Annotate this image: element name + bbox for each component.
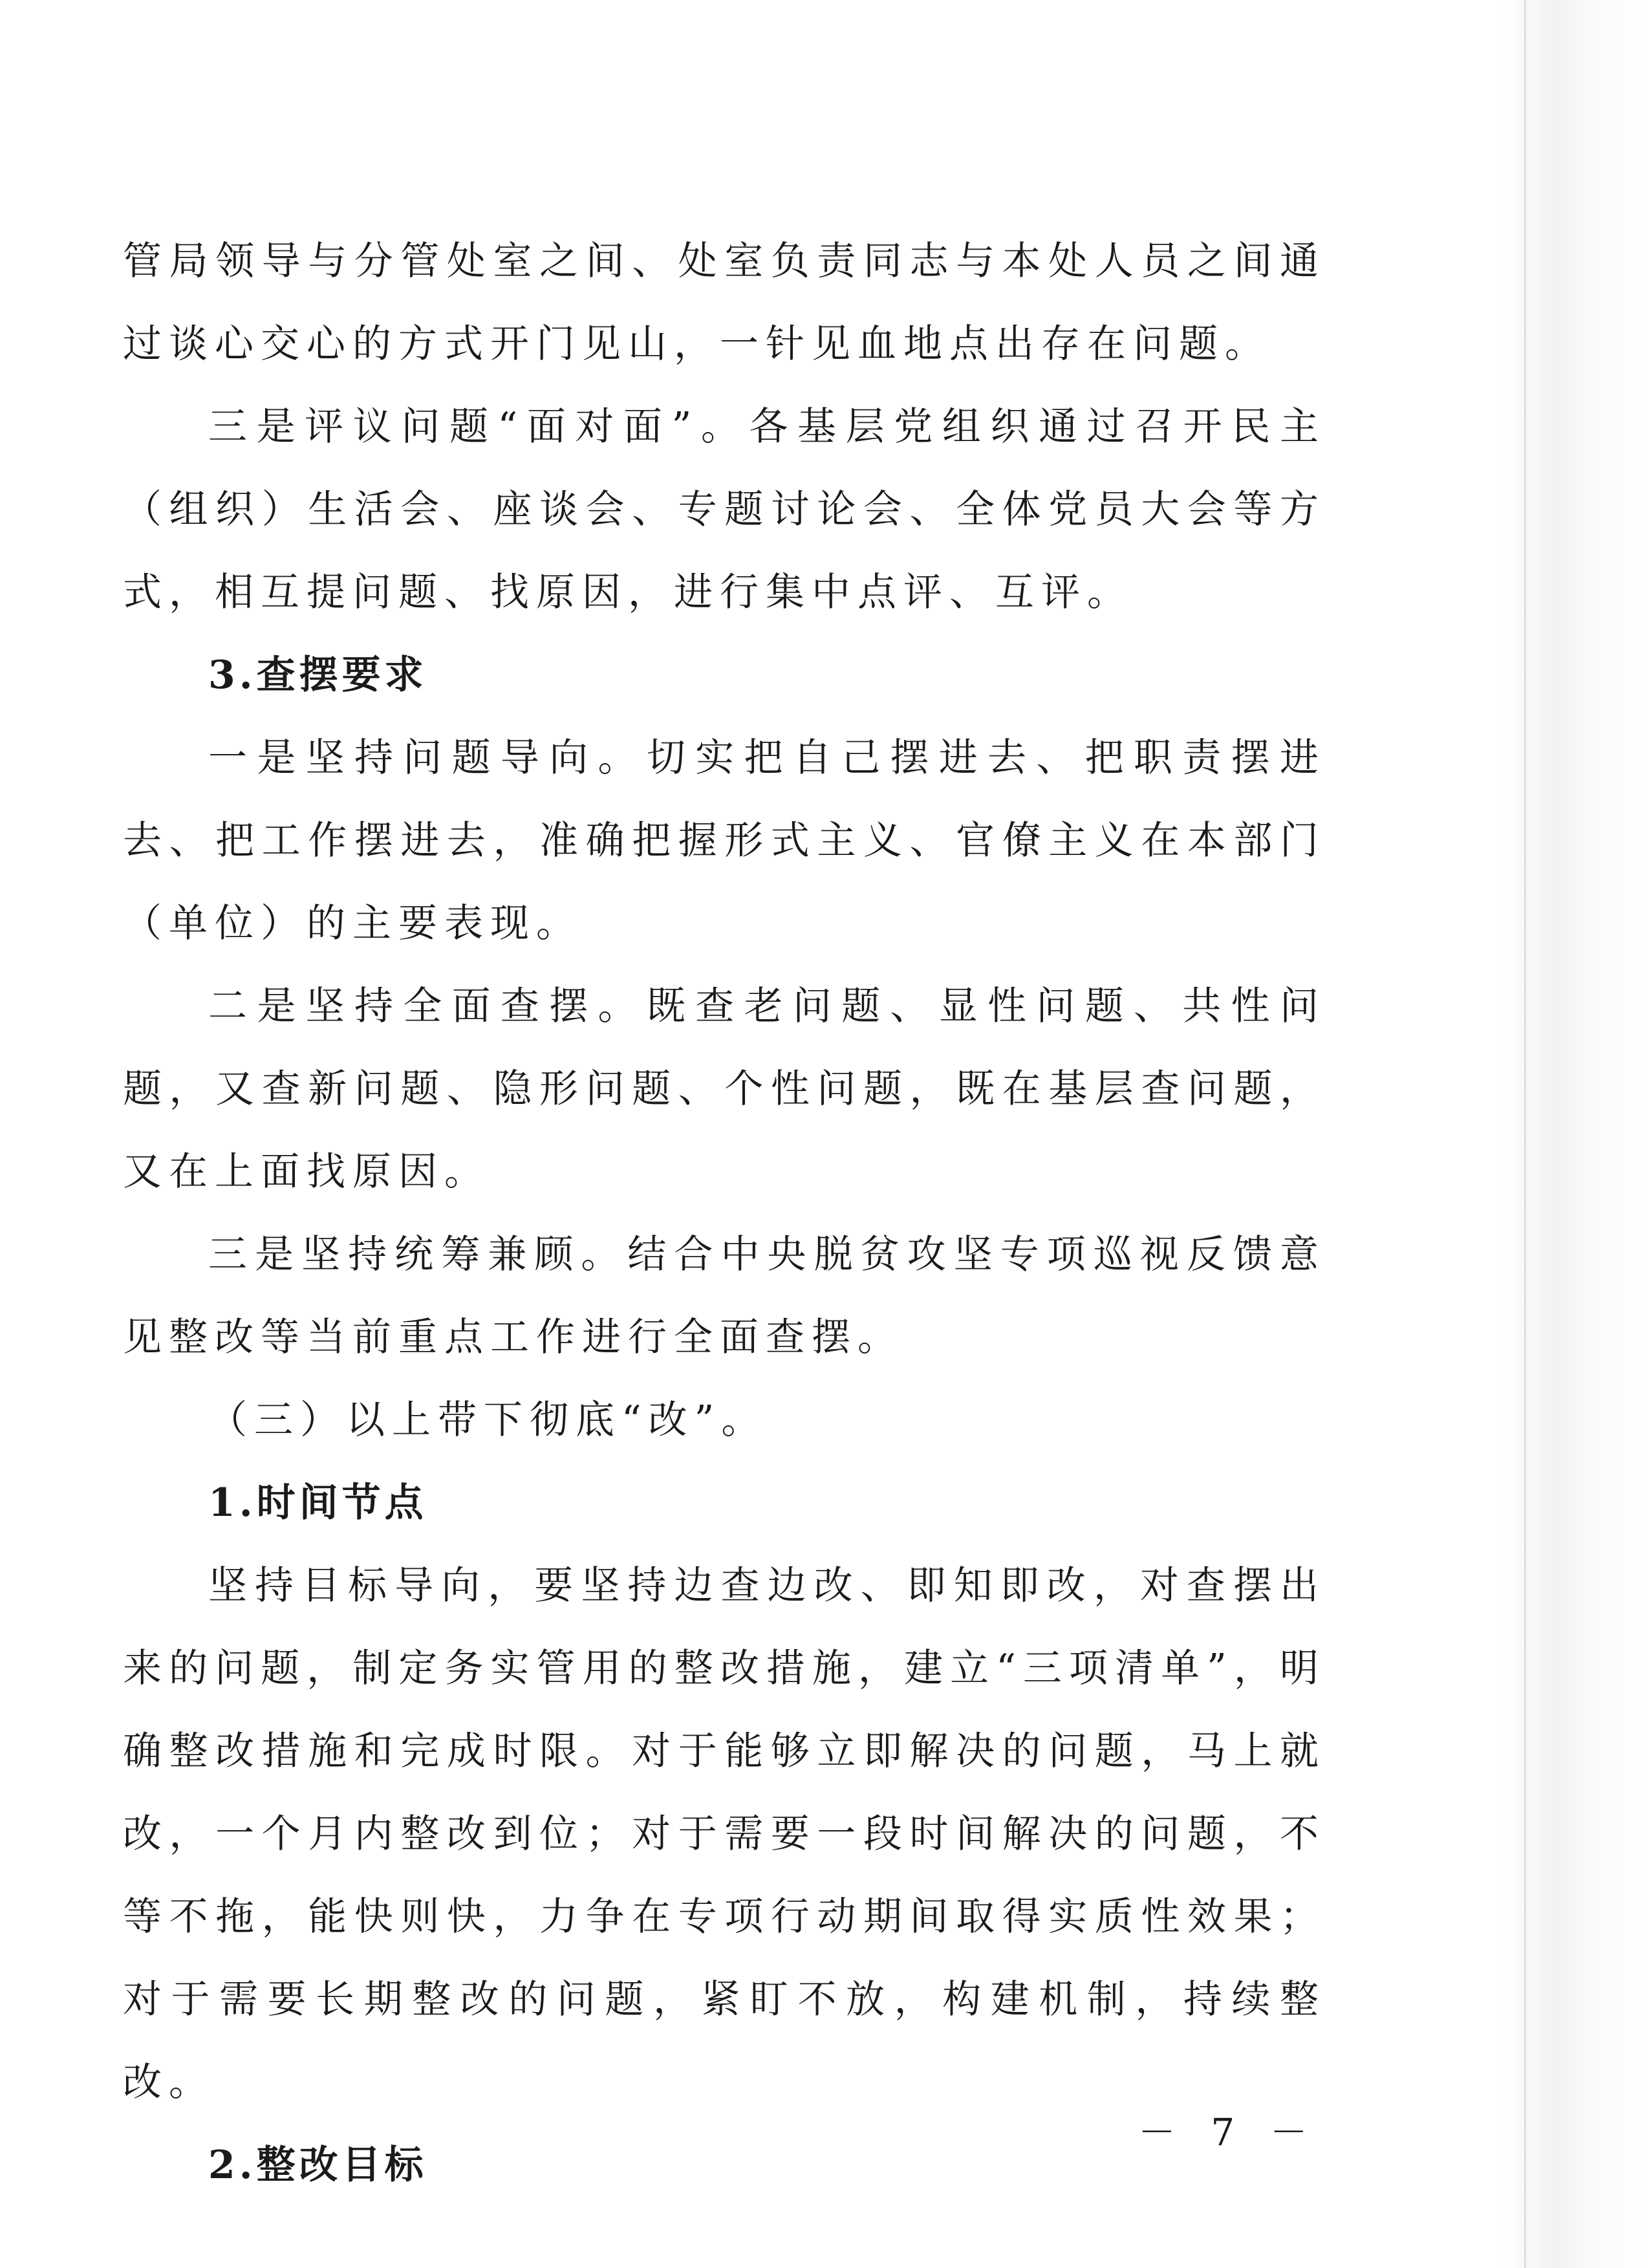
heading-rectification-goals: 2.整改目标 [208, 2143, 427, 2188]
paragraph-comprehensive-inspection: 二是坚持全面查摆。既查老问题、显性问题、共性问题，又查新问题、隐形问题、个性问题，既在基层查问题，又在上面找原因。 [123, 984, 1326, 1194]
paragraph-review-face-to-face: 三是评议问题“面对面”。各基层党组织通过召开民主（组织）生活会、座谈会、专题讨论会、全体党员大会等方式，相互提问题、找原因，进行集中点评、互评。 [123, 404, 1326, 615]
paragraph-problem-oriented: 一是坚持问题导向。切实把自己摆进去、把职责摆进去、把工作摆进去，准确把握形式主义、官僚主义在本部门（单位）的主要表现。 [123, 735, 1326, 946]
paragraph-goal-oriented: 坚持目标导向，要坚持边查边改、即知即改，对查摆出来的问题，制定务实管用的整改措施，建立“三项清单”，明确整改措施和完成时限。对于能够立即解决的问题，马上就改，一个月内整改到位；对于需要一段时间解决的问题，不等不拖，能快则快，力争在专项行动期间取得实质性效果；对于需要长期整改的问题，紧盯不放，构建机制，持续整改。 [123, 1563, 1326, 2105]
page-number: － 7 － [1138, 2110, 1319, 2154]
scan-edge-shadow [1500, 0, 1649, 2268]
section-heading-rectify: （三）以上带下彻底“改”。 [208, 1398, 768, 1443]
scan-edge-line [1524, 0, 1526, 2268]
heading-inspection-requirements: 3.查摆要求 [208, 653, 427, 698]
paragraph-continuation: 管局领导与分管处室之间、处室负责同志与本处人员之间通过谈心交心的方式开门见山，一针见血地点出存在问题。 [123, 239, 1326, 367]
paragraph-overall-planning: 三是坚持统筹兼顾。结合中央脱贫攻坚专项巡视反馈意见整改等当前重点工作进行全面查摆。 [123, 1232, 1326, 1360]
heading-timeline: 1.时间节点 [208, 1480, 427, 1526]
document-body [123, 220, 1326, 2207]
